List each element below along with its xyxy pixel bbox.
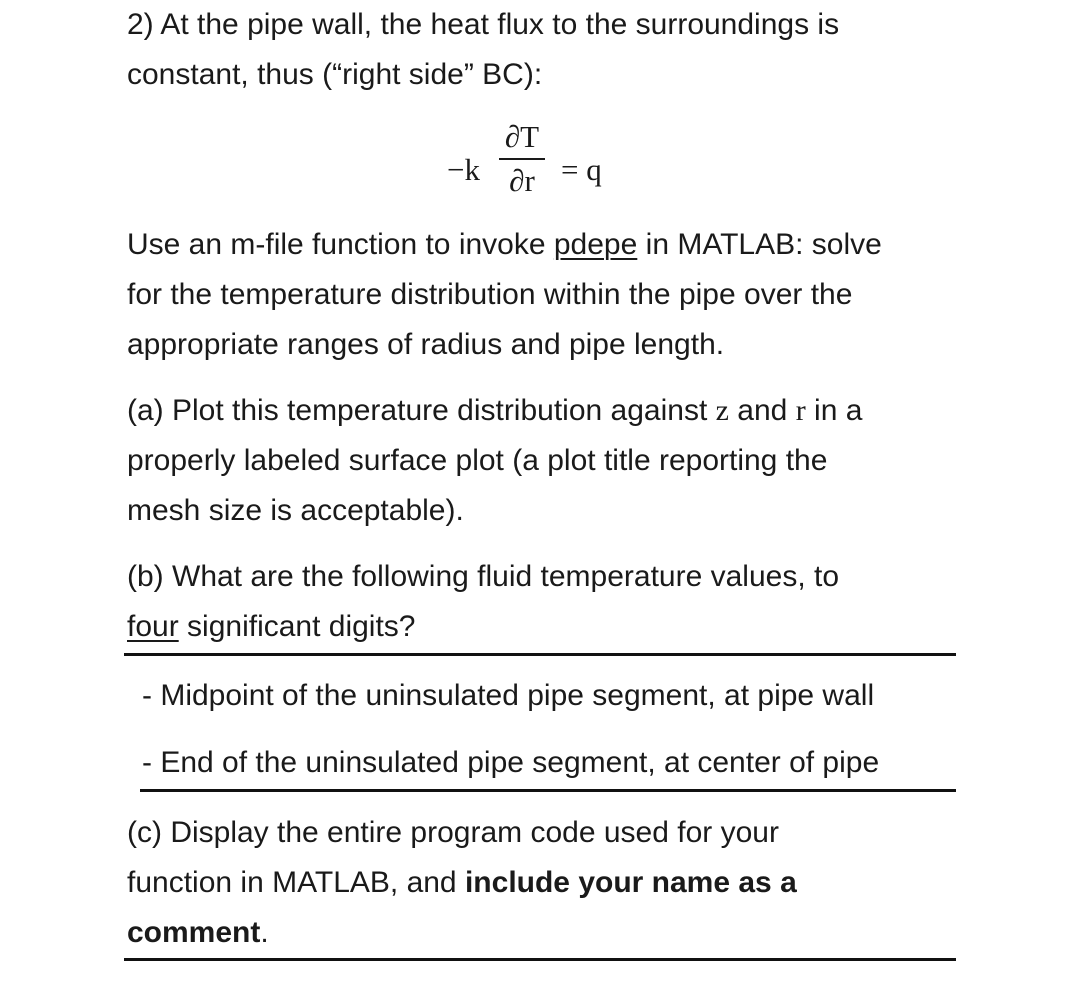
part-c-bold-text: include your name as a [464, 866, 797, 899]
divider-bottom [124, 958, 956, 961]
divider-top [124, 653, 956, 656]
instructions-text: Use an m-file function to invoke [127, 228, 554, 261]
instructions-line-1 [127, 220, 957, 270]
part-c-line-3 [127, 908, 957, 958]
part-a-paragraph [127, 386, 957, 536]
instructions-line-2: for the temperature distribution within the pipe over the [127, 278, 853, 311]
part-c-text: function in MATLAB, and [127, 866, 465, 899]
four-underlined: four [127, 610, 179, 643]
equation-numerator: ∂T [504, 119, 540, 154]
intro-paragraph [127, 0, 957, 100]
part-b-text: significant digits? [178, 610, 416, 643]
part-c-line-2 [127, 858, 957, 908]
part-b-line-1: (b) What are the following fluid temperature values, to [127, 560, 840, 593]
part-a-text: in a [805, 394, 863, 427]
part-b-line-2 [127, 602, 957, 652]
list-item: - Midpoint of the uninsulated pipe segment, at pipe wall [142, 679, 875, 712]
variable-z: z [715, 394, 729, 427]
list-item: - End of the uninsulated pipe segment, at center of pipe [142, 746, 880, 779]
part-c-line-1: (c) Display the entire program code used for your [127, 816, 779, 849]
part-a-text: and [728, 394, 796, 427]
part-c-bold-text: comment [127, 916, 261, 949]
instructions-line-3: appropriate ranges of radius and pipe length. [127, 328, 725, 361]
equation-rhs: = q [561, 152, 602, 187]
equation-denominator: ∂r [509, 163, 535, 198]
part-a-line-1 [127, 386, 957, 436]
intro-line-2: constant, thus (“right side” BC): [127, 58, 543, 91]
intro-line-1: 2) At the pipe wall, the heat flux to the surroundings is [127, 8, 840, 41]
part-c-paragraph [127, 808, 957, 958]
instructions-text: in MATLAB: solve [637, 228, 882, 261]
part-a-line-3: mesh size is acceptable). [127, 494, 464, 527]
part-a-text: (a) Plot this temperature distribution against [127, 394, 716, 427]
variable-r: r [795, 394, 806, 427]
equation-lhs: −k [447, 152, 480, 187]
fraction-bar [499, 158, 545, 160]
boundary-condition-equation [447, 118, 647, 208]
instructions-paragraph [127, 220, 957, 370]
part-b-paragraph [127, 552, 957, 652]
part-a-line-2: properly labeled surface plot (a plot title reporting the [127, 444, 828, 477]
equation-fraction [499, 118, 545, 200]
divider-middle [140, 789, 956, 792]
part-c-text: . [260, 916, 269, 949]
pdepe-link[interactable]: pdepe [553, 228, 638, 261]
